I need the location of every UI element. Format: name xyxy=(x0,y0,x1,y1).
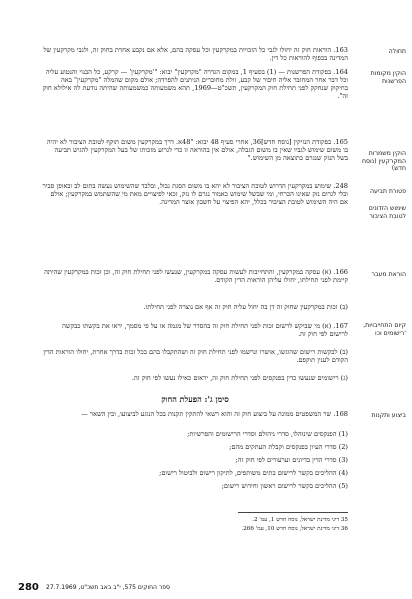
paragraph-248: 248. שימוש במקרקעין הדרוש לטובת הציבור לא יהא בו משום הסגת גבול, ובלבד שהשימוש נעשה בתום לב ובאופן סביר ובלי לגרום נזק שאינו הכרחי, ומי שבשל שימוש כאמור נגרם לו נזק, זכאי לפיצויים מאת מי שהשתמש במקרקעין; אולם אם היה השימוש לטובת הציבור בכלל, יהא הפיצוי על חשבון אוצר המדינה. xyxy=(42,182,348,207)
list-item: (1) הפנקסים שינוהלו, סדרי ניהולם וסדרי הרישומים והפרשיות; xyxy=(187,430,348,438)
list-item: (4) ההליכים בקשר לרישום בתים משותפים, לתיקון רישום ולביטול רישום; xyxy=(159,469,348,477)
paragraph-168: 168. שר המשפטים ממונה על ביצוע חוק זה והוא רשאי להתקין תקנות בכל הנוגע לביצועו, ובין השאר — xyxy=(81,410,348,418)
side-note-exemption: פטורת תביעה xyxy=(369,188,406,195)
list-item: (2) סדרי העיון בפנקסים וקבלת העתקים מהם; xyxy=(229,443,348,451)
paragraph-167a: 167. (א) מי שביקש לרשום זכות לפני תחילת חוק זה בהסדר של מגמה או על פי מסמך, יראו את בקשתו כבקשה לרישום לפי חוק זה. xyxy=(62,322,348,339)
paragraph-167b: (ב) לבקשות רישום שהוגשו, אושרו ונרשמו לפני תחילת חוק זה ושהתקבלו בהם בכל זכות בדרך אחרת, יחולו הוראות הדין הקודם לענין תוקפם. xyxy=(43,348,348,365)
paragraph-163: 163. הוראות חוק זה יחולו לגבי כל הזכויות במקרקעין וכל עסקה בהם, אלא אם נקבע אחרת בחוק זה, ולגבי מקרקעין של המדינה בכפוף להוראות כל דין. xyxy=(43,46,348,63)
footnote-36: 36 דיני מדינת ישראל, נוסח חדש 10, עמ' 266. xyxy=(241,526,348,532)
paragraph-166b: (ב) זכות במקרקעין שחוק זה דן בה יחול עליה חוק זה אף אם נוצרה לפני תחילתו. xyxy=(143,303,348,311)
page-number: 280 xyxy=(18,582,39,593)
paragraph-167c: (ג) רישומים שנעשו כדין בפנקסים לפני תחילת חוק זה, יראום כאילו נעשו לפי חוק זה. xyxy=(131,374,348,382)
side-note-torts: הוקין משמרות המקרקעין (נוסח חדש) xyxy=(361,150,406,173)
list-item: (5) ההליכים בקשר לרישום ראשון וחידוש רישום; xyxy=(221,482,348,490)
side-note-obligations: קיום התחייבויות, רישומים וכו' xyxy=(363,322,406,337)
side-note-interpretation: הוקין מקומות הפרשנות xyxy=(370,70,406,85)
footnote-divider xyxy=(238,512,348,513)
side-note-public-use: שימוש הזדונים לטובת הציבור xyxy=(368,205,406,220)
paragraph-166a: 166. (א) עסקה במקרקעין, והתחייבות לעשות עסקה במקרקעין, שנעשו לפני תחילת חוק זה, וכן זכות במקרקעין שהיתה קיימת לפני תחילתו, יחולו עליהן הוראות הדין הקודם. xyxy=(44,268,348,285)
footnote-35: 35 דיני מדינת ישראל, נוסח חדש 1, עמ' 2. xyxy=(252,517,348,523)
side-note-execution: ביצוע ותקנות xyxy=(371,412,406,419)
side-note-transition: הוראת מעבר xyxy=(371,271,406,278)
paragraph-164: 164. בפקודת הפרשנות — (1) בסעיף 1, במקום הגדרה "מקרקעין" יבוא: "'מקרקעין' — קרקע, כל הבנוי והנטוע עליה וכל דבר אחר המחובר אליה חיבור של קבע, זולת מחוברים הניתנים להפרדה; אולם מקום שהמלה "מקרקעין" באה בחיקוק שנחקק לפני תחילת חוק המקרקעין, תשכ"ט—1969, תהא משמעותה כמשמעותה שהיתה נודעת לה אילולא חוק זה". xyxy=(42,68,348,101)
footer-gazette-info: ספר החוקים 575, י"ב באב תשכ"ט, 27.7.1969 xyxy=(46,584,170,591)
paragraph-165: 165. בפקודת הנזיקין [נוסח חדש]36, אחרי סעיף 48 יבוא: "48א. דרך במקרקעין משום תוקף לטובת הציבור לא יהיה בו משום שימוש לגביו שאין בו משום הגבלה, אולם אין בהוראה זו כדי לגרוע מזכותו של בעל המקרקעין להגיש תביעה בשל הנזק שנגרם כתוצאה מן השימוש." xyxy=(46,138,348,163)
section-title: סימן ג': הפעלת החוק xyxy=(161,394,229,404)
side-note-application: תחולה xyxy=(388,48,406,55)
list-item: (3) סדרי הדין בדיונים וערעורים לפי חוק זה; xyxy=(235,456,348,464)
